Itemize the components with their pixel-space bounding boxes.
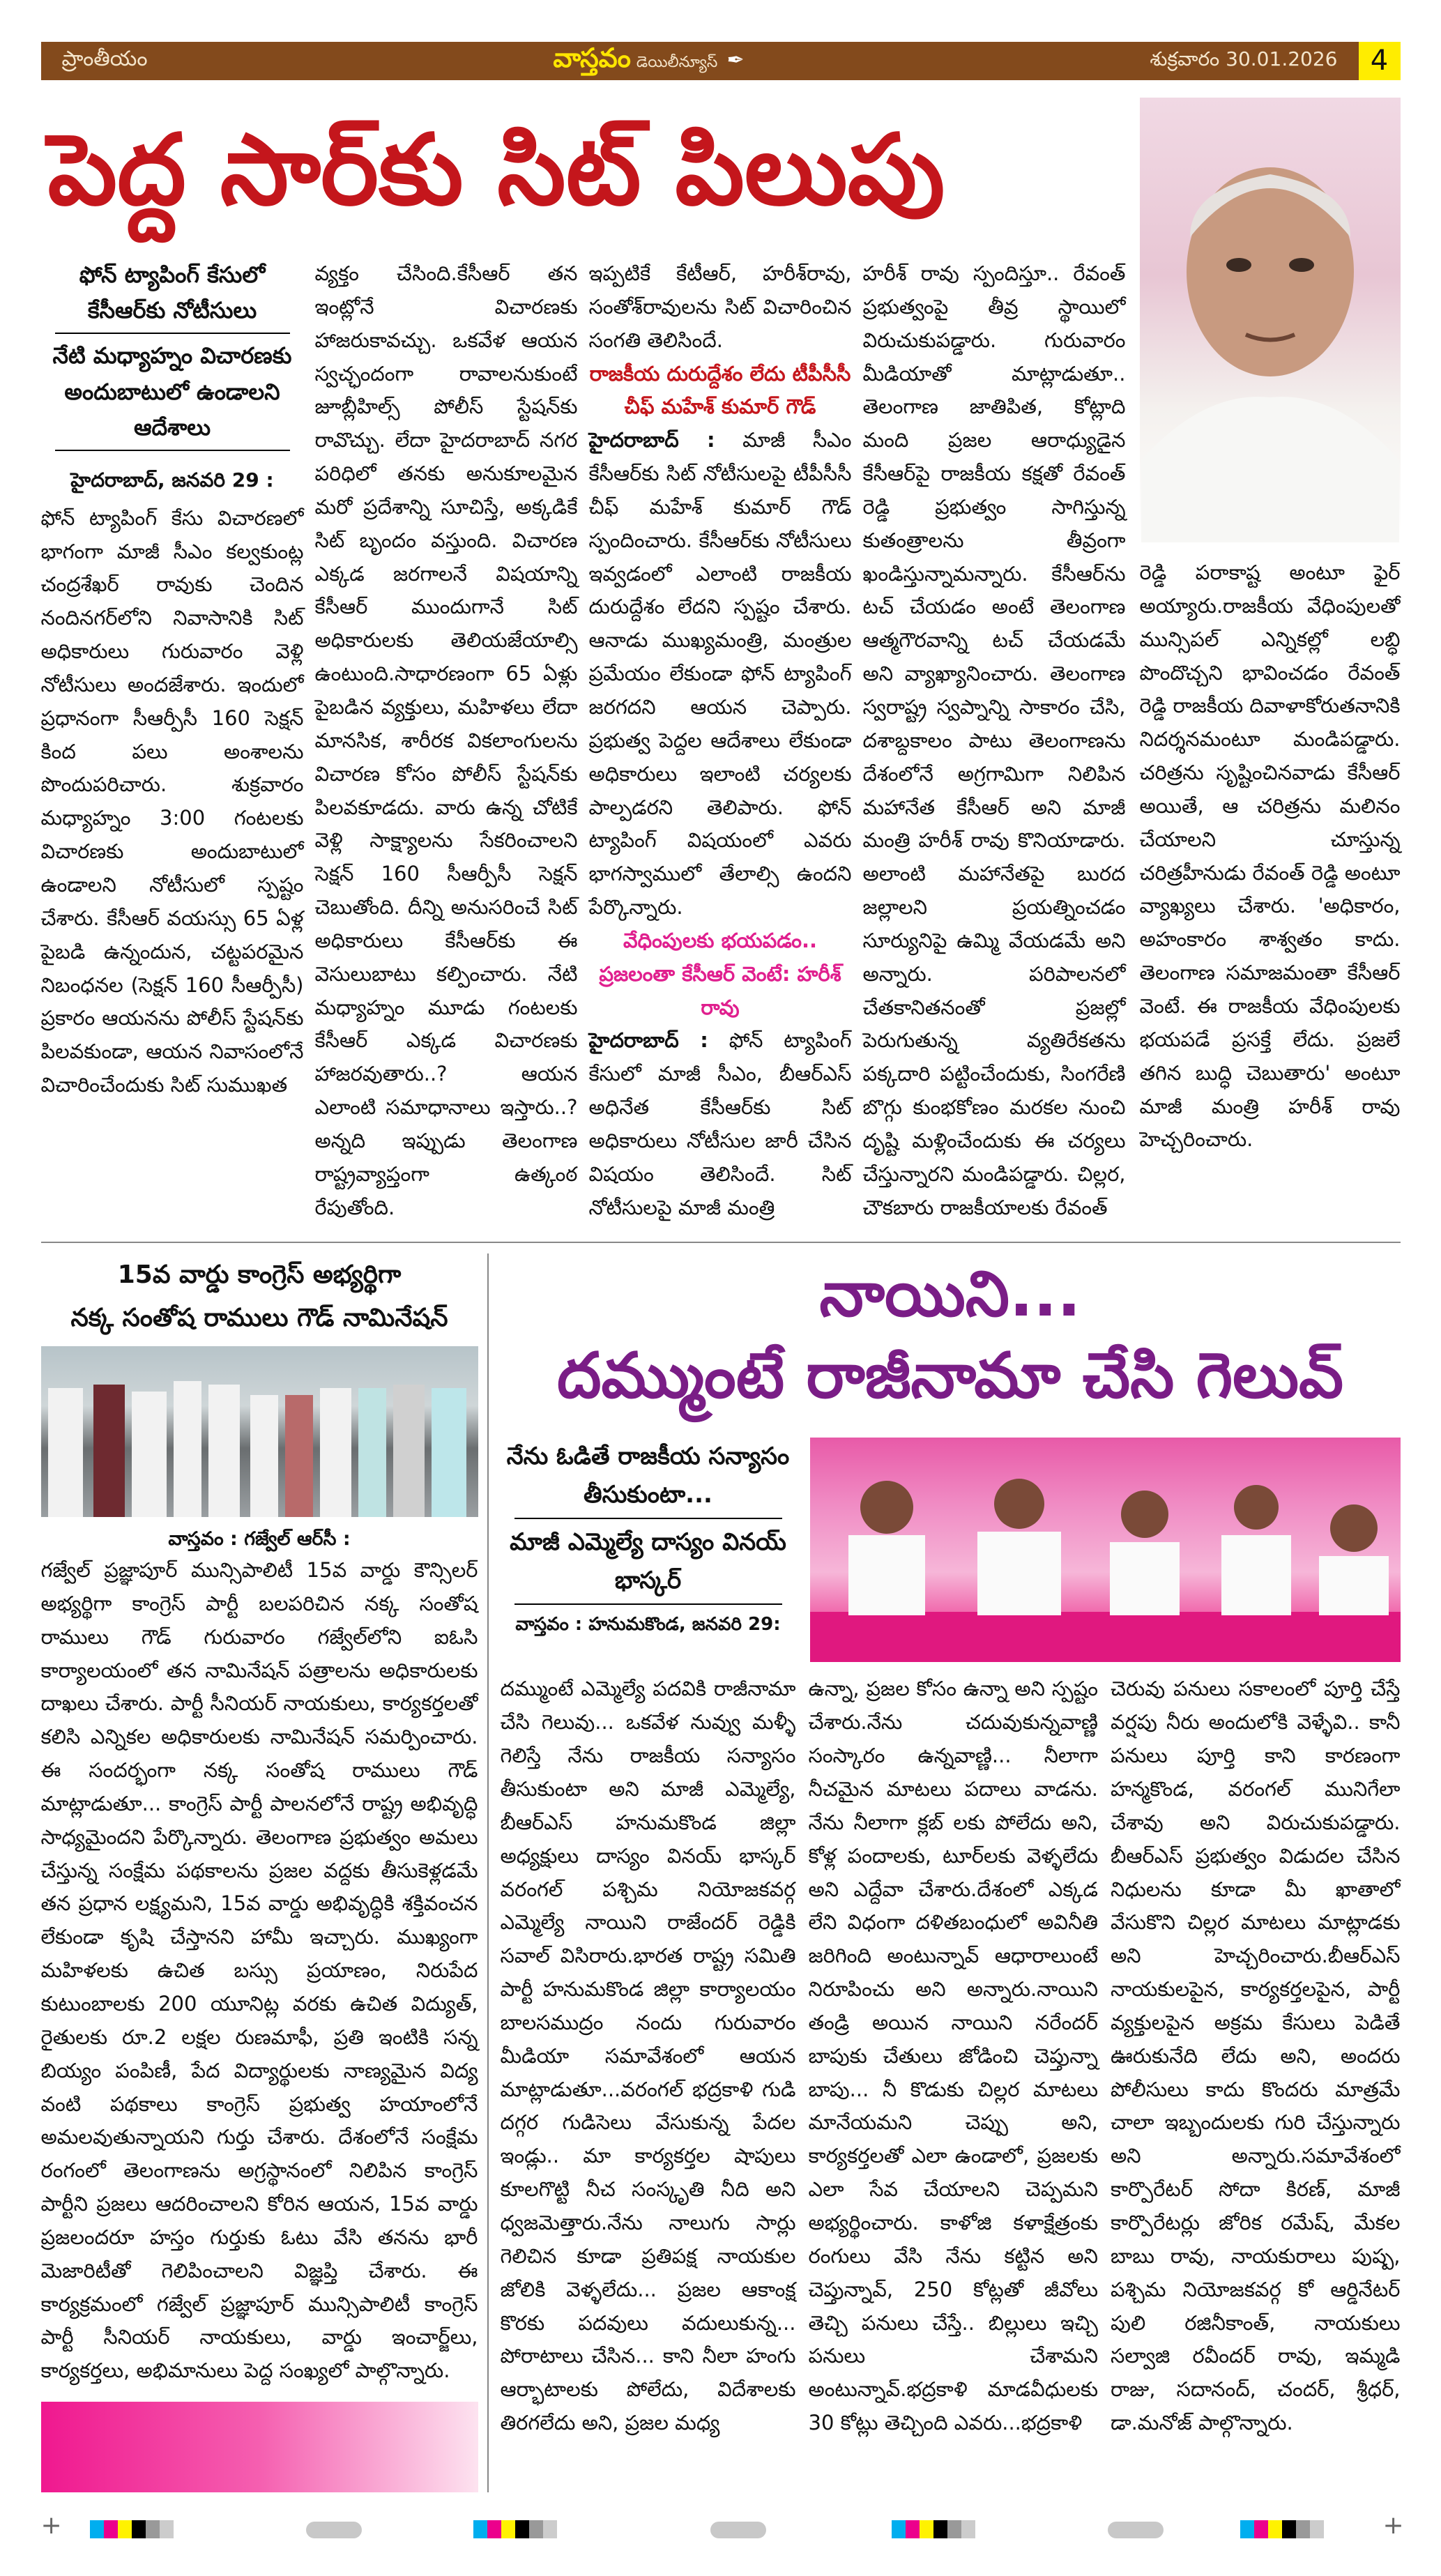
page-header-bar [41, 42, 1359, 80]
top-bar [41, 42, 1401, 80]
color-registration-strip [1240, 2520, 1324, 2538]
subhead-harish: వేధింపులకు భయపడం.. ప్రజలంతా కేసీఆర్ వెంటే: హరీశ్ రావు [599, 928, 841, 1019]
kcr-portrait-photo [1140, 98, 1401, 542]
lead-column-1 [41, 257, 304, 1102]
color-registration-strip [473, 2520, 557, 2538]
lead-headline: పెద్ద సార్‌కు సిట్ పిలుపు [47, 114, 945, 227]
ward-body: గజ్వేల్ ప్రజ్ఞాపూర్ మున్సిపాలిటీ 15వ వార్డు కౌన్సిలర్ అభ్యర్థిగా కాంగ్రెస్ పార్టీ బలపరిచిన నక్క సంతోష రాములు గౌడ్ గురువారం గజ్వేల్‌లోని ఐఓసి కార్యాలయంలో తన నామినేషన్ పత్రాలను అధికారులకు దాఖలు చేశారు. పార్టీ సీనియర్ నాయకులు, కార్యకర్తలతో కలిసి ఎన్నికల అధికారులకు నామినేషన్ సమర్పించారు. ఈ సందర్భంగా నక్క సంతోష రాములు గౌడ్ మాట్లాడుతూ... కాంగ్రెస్ పార్టీ పాలనలోనే రాష్ట్ర అభివృద్ధి సాధ్యమైందని పేర్కొన్నారు. తెలంగాణ ప్రభుత్వం అమలు చేస్తున్న సంక్షేమ పథకాలను ప్రజల వద్దకు తీసుకెళ్లడమే తన ప్రధాన లక్ష్యమని, 15వ వార్డు అభివృద్ధికి శక్తివంచన లేకుండా కృషి చేస్తానని హామీ ఇచ్చారు. ముఖ్యంగా మహిళలకు ఉచిత బస్సు ప్రయాణం, నిరుపేద కుటుంబాలకు 200 యూనిట్ల వరకు ఉచిత విద్యుత్, రైతులకు రూ.2 లక్షల రుణమాఫీ, ప్రతి ఇంటికి సన్న బియ్యం పంపిణీ, పేద విద్యార్థులకు నాణ్యమైన విద్య వంటి పథకాలు కాంగ్రెస్ ప్రభుత్వ హయాంలోనే అమలవుతున్నాయని గుర్తు చేశారు. దేశంలోనే సంక్షేమ రంగంలో తెలంగాణను అగ్రస్థానంలో నిలిపిన కాంగ్రెస్ పార్టీని ప్రజలు ఆదరించాలని కోరిన ఆయన, 15వ వార్డు ప్రజలందరూ హస్తం గుర్తుకు ఓటు వేసి తనను భారీ మెజారిటీతో గెలిపించాలని విజ్ఞప్తి చేశారు. ఈ కార్యక్రమంలో గజ్వేల్ ప్రజ్ఞాపూర్ మున్సిపాలిటీ కాంగ్రెస్ పార్టీ సీనియర్ నాయకులు, వార్డు ఇంచార్జ్‌లు, కార్యకర్తలు, అభిమానులు పెద్ద సంఖ్యలో పాల్గొన్నారు. [40, 1558, 478, 2383]
naini-subhead-box [501, 1438, 796, 1640]
logo-subtext: డెయిలీన్యూస్ [636, 53, 718, 71]
divider [55, 450, 290, 451]
quill-icon: ✒ [726, 47, 745, 73]
lead-columns [41, 257, 1126, 1224]
section-divider [41, 1242, 1401, 1243]
group-photo-illustration [41, 1346, 478, 1517]
lead-main [41, 98, 1126, 1224]
naini-column-a: దమ్ముంటే ఎమ్మెల్యే పదవికి రాజీనామా చేసి గెలువు... ఒకవేళ నువ్వు మళ్ళీ గెలిస్తే నేను రాజకీయ సన్యాసం తీసుకుంటా అని మాజీ ఎమ్మెల్యే, బీఆర్ఎస్ హనుమకొండ జిల్లా అధ్యక్షులు దాస్యం వినయ్ భాస్కర్ వరంగల్ పశ్చిమ నియోజకవర్గ ఎమ్మెల్యే నాయిని రాజేందర్ రెడ్డికి సవాల్ విసిరారు.భారత రాష్ట్ర సమితి పార్టీ హనుమకొండ జిల్లా కార్యాలయం బాలసముద్రం నందు గురువారం మీడియా సమావేశంలో ఆయన మాట్లాడుతూ...వరంగల్ భద్రకాళి గుడి దగ్గర గుడిసెలు వేసుకున్న పేదల ఇండ్లు.. మా కార్యకర్తల షాపులు కూలగొట్టి నీచ సంస్కృతి నీది అని ధ్వజమెత్తారు.నేను నాలుగు సార్లు గెలిచిన కూడా ప్రతిపక్ష నాయకుల జోలికి వెళ్ళలేదు... ప్రజల ఆకాంక్ష కొరకు పదవులు వదులుకున్న... పోరాటాలు చేసిన... కాని నీలా హంగు ఆర్భాటాలకు పోలేదు, విదేశాలకు తిరగలేదు అని, ప్రజల మధ్య [500, 1677, 796, 2435]
page-number: 4 [1359, 42, 1401, 80]
headline-line: 15వ వార్డు కాంగ్రెస్ అభ్యర్థిగా [117, 1260, 402, 1290]
subhead-mahesh: రాజకీయ దురుద్దేశం లేదు టీపీసీసీ చీఫ్ మహేశ్ కుమార్ గౌడ్ [589, 361, 851, 419]
naini-headline-line-2: దమ్ముంటే రాజీనామా చేసి గెలువ్ [556, 1339, 1344, 1413]
divider [514, 1518, 782, 1519]
naini-story [501, 1253, 1401, 2439]
issue-date: శుక్రవారం 30.01.2026 [1150, 47, 1338, 70]
logo-text: వాస్తవం [553, 42, 631, 73]
lead-subhead-2: నేటి మధ్యాహ్నం విచారణకు అందుబాటులో ఉండాలని ఆదేశాలు [52, 342, 292, 441]
section-label: ప్రాంతీయం [61, 46, 148, 71]
subhead-1: నేను ఓడితే రాజకీయ సన్యాసం తీసుకుంటా... [506, 1442, 790, 1509]
newspaper-logo [553, 43, 744, 80]
lead-column-3 [589, 257, 852, 1224]
lead-side [1140, 98, 1401, 1157]
lead-column-4: హరీశ్ రావు స్పందిస్తూ.. రేవంత్ ప్రభుత్వంపై తీవ్ర స్థాయిలో విరుచుకుపడ్డారు. గురువారం మీడియాతో మాట్లాడుతూ.. తెలంగాణ జాతిపిత, కోట్లాది మంది ప్రజల ఆరాధ్యుడైన కేసీఆర్‌పై రాజకీయ కక్షతో రేవంత్ రెడ్డి ప్రభుత్వం సాగిస్తున్న కుతంత్రాలను తీవ్రంగా ఖండిస్తున్నామన్నారు. కేసీఆర్‌ను టచ్ చేయడం అంటే తెలంగాణ ఆత్మగౌరవాన్ని టచ్ చేయడమే అని వ్యాఖ్యానించారు. తెలంగాణ స్వరాష్ట్ర స్వప్నాన్ని సాకారం చేసి, దశాబ్దకాలం పాటు తెలంగాణను దేశంలోనే అగ్రగామిగా నిలిపిన మహానేత కేసీఆర్ అని మాజీ మంత్రి హరీశ్ రావు కొనియాడారు. అలాంటి మహానేతపై బురద జల్లాలని ప్రయత్నించడం సూర్యునిపై ఉమ్మి వేయడమే అని అన్నారు. పరిపాలనలో చేతకానితనంతో ప్రజల్లో పెరుగుతున్న వ్యతిరేకతను పక్కదారి పట్టించేందుకు, సింగరేణి బొగ్గు కుంభకోణం మరకల నుంచి దృష్టి మళ్లించేందుకు ఈ చర్యలు చేస్తున్నారని మండిపడ్డారు. చిల్లర, చౌకబారు రాజకీయాలకు రేవంత్ [862, 261, 1126, 1219]
divider [55, 333, 290, 334]
lead-story [41, 98, 1401, 1224]
naini-intro-row [501, 1438, 1401, 1662]
dateline: హైదరాబాద్ : [588, 1028, 708, 1053]
body-harish: ఫోన్ ట్యాపింగ్ కేసులో మాజీ సీఎం, బీఆర్ఎస్ అధినేత కేసీఆర్‌కు సిట్ అధికారులు నోటీసుల జారీ చేసిన విషయం తెలిసిందే. సిట్ నోటీసులపై మాజీ మంత్రి [588, 1028, 852, 1219]
column-divider [487, 1253, 489, 2492]
lead-column-5: రెడ్డి పరాకాష్ట అంటూ ఫైర్ అయ్యారు.రాజకీయ వేధింపులతో మున్సిపల్ ఎన్నికల్లో లబ్ధి పొందొచ్చని భావించడం రేవంత్ రెడ్డి రాజకీయ దివాళాకోరుతనానికి నిదర్శనమంటూ మండిపడ్డారు. చరిత్రను సృష్టించినవాడు కేసీఆర్ అయితే, ఆ చరిత్రను మలినం చేయాలని చూస్తున్న చరిత్రహీనుడు రేవంత్ రెడ్డి అంటూ వ్యాఖ్యలు చేశారు. 'అధికారం, అహంకారం శాశ్వతం కాదు. తెలంగాణ సమాజమంతా కేసీఆర్ వెంటే. ఈ రాజకీయ వేధింపులకు భయపడే ప్రసక్తే లేదు. ప్రజలే తగిన బుద్ధి చెబుతారు' అంటూ మాజీ మంత్రి హరీశ్ రావు హెచ్చరించారు. [1139, 561, 1401, 1152]
lead-column-2: వ్యక్తం చేసింది.కేసీఆర్ తన ఇంట్లోనే విచారణకు హాజరుకావచ్చు. ఒకవేళ ఆయన స్వచ్ఛందంగా రావాలనుకుంటే జూబ్లీహిల్స్ పోలీస్ స్టేషన్‌కు రావొచ్చు. లేదా హైదరాబాద్ నగర పరిధిలో తనకు అనుకూలమైన మరో ప్రదేశాన్ని సూచిస్తే, అక్కడికే సిట్ బృందం వస్తుంది. విచారణ ఎక్కడ జరగాలనే విషయాన్ని కేసీఆర్ ముందుగానే సిట్ అధికారులకు తెలియజేయాల్సి ఉంటుంది.సాధారణంగా 65 ఏళ్లు పైబడిన వ్యక్తులు, మహిళలు లేదా మానసిక, శారీరక వికలాంగులను విచారణ కోసం పోలీస్ స్టేషన్‌కు పిలవకూడదు. వారు ఉన్న చోటికే వెళ్లి సాక్ష్యాలను సేకరించాలని సెక్షన్ 160 సీఆర్పీసీ సెక్షన్ చెబుతోంది. దీన్ని అనుసరించే సిట్ అధికారులు కేసీఆర్‌కు ఈ వెసులుబాటు కల్పించారు. నేటి మధ్యాహ్నం మూడు గంటలకు కేసీఆర్ ఎక్కడ విచారణకు హాజరవుతారు..? ఆయన ఎలాంటి సమాధానాలు ఇస్తారు..? అన్నది ఇప్పుడు తెలంగాణ రాష్ట్రవ్యాప్తంగా ఉత్కంఠ రేపుతోంది. [314, 261, 578, 1219]
color-registration-strip [892, 2520, 975, 2538]
ward-story-headline [41, 1253, 478, 1339]
bottom-section [41, 1253, 1401, 2492]
divider [514, 1603, 782, 1605]
lead-subhead-1: ఫోన్ ట్యాపింగ్ కేసులో కేసీఆర్‌కు నోటీసులు [79, 261, 266, 324]
registration-cross-icon: + [40, 2511, 62, 2540]
headline-line: నక్క సంతోష రాములు గౌడ్ నామినేషన్ [70, 1303, 448, 1332]
print-registration-row [40, 2511, 1404, 2548]
color-registration-strip [90, 2520, 174, 2538]
body-mahesh: మాజీ సీఎం కేసీఆర్‌కు సిట్ నోటీసులపై టీపీసీసీ చీఫ్ మహేశ్ కుమార్ గౌడ్ స్పందించారు. కేసీఆర్‌కు నోటీసులు ఇవ్వడంలో ఎలాంటి రాజకీయ దురుద్దేశం లేదని స్పష్టం చేశారు. ఆనాడు ముఖ్యమంత్రి, మంత్రుల ప్రమేయం లేకుండా ఫోన్ ట్యాపింగ్ జరగదని ఆయన చెప్పారు. ప్రభుత్వ పెద్దల ఆదేశాలు లేకుండా అధికారులు ఇలాంటి చర్యలకు పాల్పడరని తెలిపారు. ఫోన్ ట్యాపింగ్ విషయంలో ఎవరు భాగస్వాములో తేలాల్సి ఉందని పేర్కొన్నారు. [588, 428, 852, 920]
newspaper-page [40, 0, 1404, 2576]
ward-dateline: వాస్తవం : గజ్వేల్ ఆర్‌సీ : [168, 1527, 351, 1550]
dateline: హైదరాబాద్ : [588, 428, 715, 452]
lead-body-col3-intro: ఇప్పటికే కేటీఆర్, హరీశ్‌రావు, సంతోశ్‌రావులను సిట్ విచారించిన సంగతి తెలిసిందే. [588, 261, 852, 352]
press-meet-illustration [810, 1438, 1401, 1662]
registration-mark [1108, 2522, 1164, 2538]
registration-cross-icon: + [1382, 2511, 1404, 2540]
lead-body-col1: ఫోన్ ట్యాపింగ్ కేసు విచారణలో భాగంగా మాజీ సీఎం కల్వకుంట్ల చంద్రశేఖర్ రావుకు చెందిన నందినగర్‌లోని నివాసానికి సిట్ అధికారులు గురువారం వెళ్లి నోటీసులు అందజేశారు. ఇందులో ప్రధానంగా సీఆర్పీసీ 160 సెక్షన్ కింద పలు అంశాలను పొందుపరిచారు. శుక్రవారం మధ్యాహ్నం 3:00 గంటలకు విచారణకు అందుబాటులో ఉండాలని నోటీసులో స్పష్టం చేశారు. కేసీఆర్ వయస్సు 65 ఏళ్ల పైబడి ఉన్నందున, చట్టపరమైన నిబంధనల (సెక్షన్ 160 సీఆర్పీసీ) ప్రకారం ఆయనను పోలీస్ స్టేషన్‌కు పిలవకుండా, ఆయన నివాసంలోనే విచారించేందుకు సిట్ సుముఖత [40, 505, 304, 1097]
ward-story-text [41, 1524, 478, 2388]
naini-column-b: ఉన్నా, ప్రజల కోసం ఉన్నా అని స్పష్టం చేశారు.నేను చదువుకున్నవాణ్ణి సంస్కారం ఉన్నవాణ్ణి... నీలాగా నీచమైన మాటలు పదాలు వాడను. నేను నీలాగా క్లబ్ లకు పోలేదు అని, కోళ్ల పందాలకు, టూర్‌లకు వెళ్ళలేదు అని ఎద్దేవా చేశారు.దేశంలో ఎక్కడ లేని విధంగా దళితబంధులో అవినీతి జరిగింది అంటున్నావ్ ఆధారాలుంటే నిరూపించు అని అన్నారు.నాయిని తండ్రి అయిన నాయిని నరేందర్ బాపుకు చేతులు జోడించి చెప్తున్నా బాపు... నీ కొడుకు చిల్లర మాటలు మానేయమని చెప్పు అని, కార్యకర్తలతో ఎలా ఉండాలో, ప్రజలకు ఎలా సేవ చేయాలని చెప్పమని అభ్యర్థించారు. కాళోజి కళాక్షేత్రంకు రంగులు వేసి నేను కట్టిన అని చెప్తున్నావ్, 250 కోట్లతో జీవోలు తెచ్చి పనులు చేస్తే.. బిల్లులు ఇచ్చి పనులు చేశామని అంటున్నావ్.భద్రకాళి మాడవీధులకు 30 కోట్లు తెచ్చింది ఎవరు...భద్రకాళి [808, 1677, 1098, 2435]
lead-dateline: హైదరాబాద్, జనవరి 29 : [70, 468, 274, 491]
brs-press-meet-photo [810, 1438, 1401, 1662]
naini-column-c: చెరువు పనులు సకాలంలో పూర్తి చేస్తే వర్షపు నీరు అందులోకి వెళ్ళేవి.. కానీ పనులు పూర్తి కాని కారణంగా హన్మకొండ, వరంగల్ మునిగేలా చేశావు అని విరుచుకుపడ్డారు. బీఆర్ఎస్ ప్రభుత్వం విడుదల చేసిన నిధులను కూడా మీ ఖాతాలో వేసుకొని చిల్లర మాటలు మాట్లాడకు అని హెచ్చరించారు.బీఆర్ఎస్ నాయకులపైన, కార్యకర్తలపైన, పార్టీ వ్యక్తులపైన అక్రమ కేసులు పెడితే ఊరుకునేది లేదు అని, అందరు పోలీసులు కాదు కొందరు మాత్రమే చాలా ఇబ్బందులకు గురి చేస్తున్నారు అని అన్నారు.సమావేశంలో కార్పొరేటర్ సోదా కిరణ్, మాజీ కార్పొరేటర్లు జోరిక రమేష్, మేకల బాబు రావు, నాయకురాలు పుష్ప, పశ్చిమ నియోజకవర్గ కో ఆర్డినేటర్ పులి రజినీకాంత్, నాయకులు సల్వాజి రవీందర్ రావు, ఇమ్మడి రాజు, సదానంద్, చందర్, శ్రీధర్, డా.మనోజ్ పాల్గొన్నారు. [1111, 1677, 1401, 2435]
registration-mark [710, 2522, 766, 2538]
subhead-2: మాజీ ఎమ్మెల్యే దాస్యం వినయ్ భాస్కర్ [510, 1528, 786, 1594]
ward-nomination-group-photo [41, 1346, 478, 1517]
registration-mark [306, 2522, 362, 2538]
portrait-illustration [1140, 98, 1401, 542]
pink-ad-band [41, 2402, 478, 2492]
naini-headline-line-1: నాయిని... [819, 1258, 1081, 1332]
ward-story [41, 1253, 487, 2492]
naini-columns [501, 1672, 1401, 2439]
naini-dateline: వాస్తవం : హనుమకొండ, జనవరి 29: [515, 1614, 781, 1636]
